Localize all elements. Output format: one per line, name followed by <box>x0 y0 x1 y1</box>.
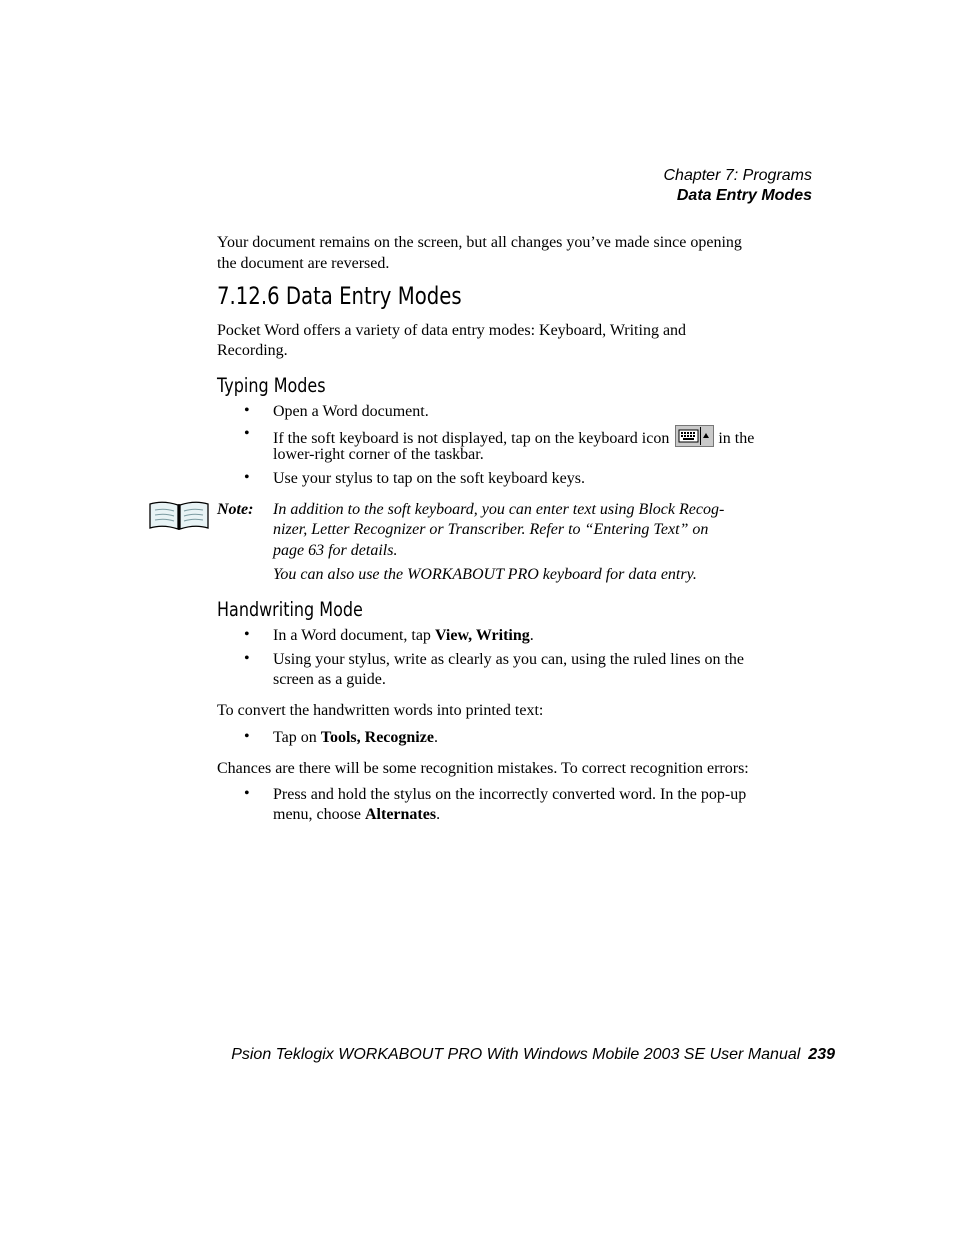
handwriting-bullet-4-line-2 <box>273 805 440 826</box>
note-line-3: page 63 for details. <box>273 542 398 559</box>
handwriting-mode-heading: Handwriting Mode <box>217 598 363 621</box>
bullet: • <box>244 425 250 442</box>
keyboard-icon <box>675 425 714 447</box>
convert-instruction: To convert the handwritten words into printed text: <box>217 702 544 719</box>
typing-bullet-2-line-2: lower-right corner of the taskbar. <box>273 446 484 463</box>
note-label: Note: <box>217 501 254 518</box>
period: . <box>436 806 441 823</box>
bullet: • <box>244 650 250 667</box>
intro-line-1: Your document remains on the screen, but all changes you’ve made since opening <box>217 234 742 251</box>
section-intro-line-2: Recording. <box>217 342 288 359</box>
handwriting-bullet-1-text: In a Word document, tap <box>273 627 435 644</box>
typing-bullet-2-text: If the soft keyboard is not displayed, tap on the keyboard icon <box>273 430 670 447</box>
chances-paragraph: Chances are there will be some recognition mistakes. To correct recognition errors: <box>217 760 749 777</box>
note-line-4: You can also use the WORKABOUT PRO keyboard for data entry. <box>273 566 697 583</box>
bullet: • <box>244 469 250 486</box>
tools-recognize-command: Tools, Recognize <box>320 729 434 746</box>
view-writing-command: View, Writing <box>434 627 530 644</box>
intro-line-2: the document are reversed. <box>217 255 390 272</box>
section-intro-line-1: Pocket Word offers a variety of data entry modes: Keyboard, Writing and <box>217 322 687 339</box>
typing-bullet-1: Open a Word document. <box>273 403 429 420</box>
note-line-2: nizer, Letter Recognizer or Transcriber. Refer to “Entering Text” on <box>273 521 709 538</box>
handwriting-bullet-4-text: menu, choose <box>273 806 365 823</box>
page-number: 239 <box>808 1046 835 1063</box>
bullet: • <box>244 626 250 643</box>
typing-modes-heading: Typing Modes <box>217 374 326 397</box>
section-title: 7.12.6 Data Entry Modes <box>217 282 462 310</box>
handwriting-bullet-4-line-1: Press and hold the stylus on the incorrectly converted word. In the pop-up <box>273 786 747 803</box>
alternates-command: Alternates <box>364 806 437 823</box>
running-header-chapter: Chapter 7: Programs <box>663 167 812 184</box>
bullet: • <box>244 785 250 802</box>
handwriting-bullet-3 <box>273 728 438 749</box>
period: . <box>433 729 438 746</box>
typing-bullet-2-tail: in the <box>718 430 755 447</box>
typing-bullet-3: Use your stylus to tap on the soft keyboard keys. <box>273 470 585 487</box>
handwriting-bullet-1 <box>273 626 534 647</box>
bullet: • <box>244 728 250 745</box>
handwriting-bullet-2-line-1: Using your stylus, write as clearly as you can, using the ruled lines on the <box>273 651 745 668</box>
bullet: • <box>244 402 250 419</box>
period: . <box>529 627 534 644</box>
running-header-section: Data Entry Modes <box>676 187 812 204</box>
footer-title: Psion Teklogix WORKABOUT PRO With Windows Mobile 2003 SE User Manual <box>231 1046 801 1063</box>
note-line-1: In addition to the soft keyboard, you can enter text using Block Recog- <box>273 501 725 518</box>
page-footer <box>231 1046 835 1064</box>
handwriting-bullet-2-line-2: screen as a guide. <box>273 671 386 688</box>
open-book-icon <box>147 498 211 537</box>
handwriting-bullet-3-text: Tap on <box>273 729 321 746</box>
